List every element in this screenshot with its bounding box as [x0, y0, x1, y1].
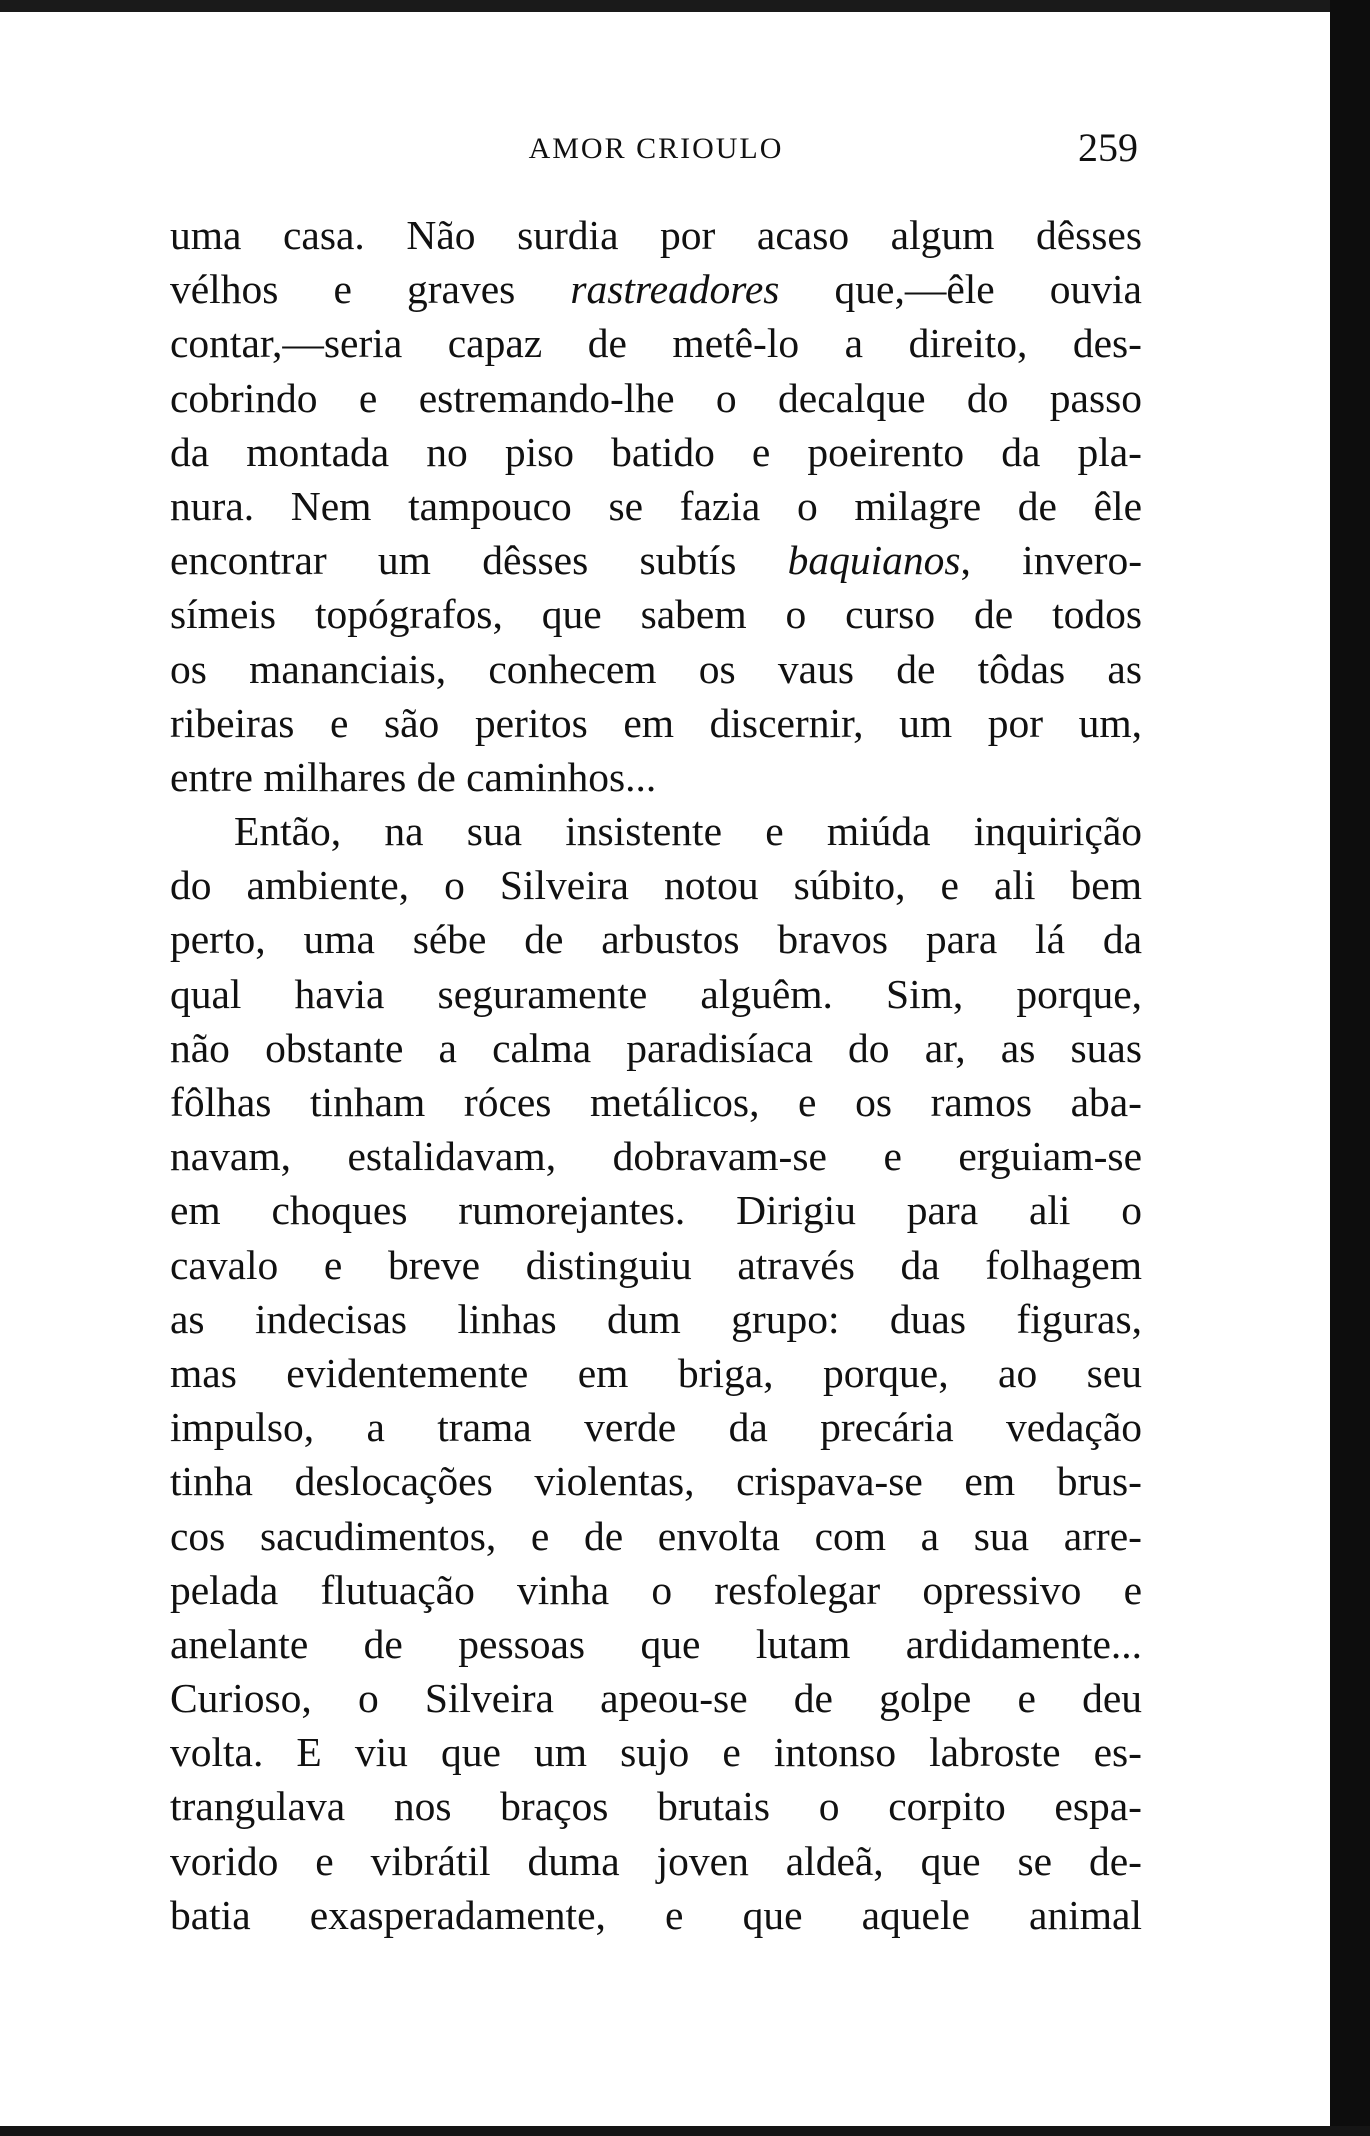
- text-run: os mananciais, conhecem os vaus de tôdas as: [170, 645, 1142, 692]
- paragraph: [170, 208, 1142, 804]
- text-line: [170, 1183, 1142, 1237]
- body-text: [170, 208, 1142, 1942]
- text-line: [170, 1834, 1142, 1888]
- text-line: [170, 1400, 1142, 1454]
- text-run: do ambiente, o Silveira notou súbito, e ali bem: [170, 862, 1142, 909]
- text-run: Então, na sua insistente e miúda inquirição: [234, 808, 1142, 855]
- text-line: [170, 587, 1142, 641]
- text-run: entre milhares de caminhos...: [170, 753, 657, 800]
- text-line: [170, 208, 1142, 262]
- text-line: [170, 371, 1142, 425]
- text-run: fôlhas tinham róces metálicos, e os ramos aba-: [170, 1079, 1142, 1125]
- text-line: [170, 1563, 1142, 1617]
- text-run: da montada no piso batido e poeirento da pla-: [170, 428, 1142, 475]
- text-run: contar,—seria capaz de metê-lo a direito, des-: [170, 320, 1142, 367]
- text-line: [170, 750, 1142, 804]
- italic-term: rastreadores: [570, 266, 780, 313]
- text-run: anelante de pessoas que lutam ardidamente...: [170, 1620, 1142, 1667]
- text-line: [170, 858, 1142, 912]
- italic-term: baquianos: [787, 537, 961, 584]
- text-run: trangulava nos braços brutais o corpito espa-: [170, 1783, 1142, 1830]
- text-run: qual havia seguramente alguêm. Sim, porque,: [170, 970, 1142, 1017]
- text-line: [170, 912, 1142, 966]
- book-page: [170, 120, 1142, 1942]
- scan-bottom-edge: [0, 2126, 1370, 2136]
- text-run: tinha deslocações violentas, crispava-se em brus-: [170, 1458, 1142, 1505]
- running-title: AMOR CRIOULO: [528, 132, 784, 165]
- text-run: mas evidentemente em briga, porque, ao seu: [170, 1349, 1142, 1396]
- text-run: perto, uma sébe de arbustos bravos para lá da: [170, 916, 1142, 963]
- text-run: volta. E viu que um sujo e intonso labroste es-: [170, 1729, 1142, 1776]
- text-line: [170, 316, 1142, 370]
- text-run: encontrar um dêsses subtís: [170, 537, 788, 584]
- text-run: ribeiras e são peritos em discernir, um por um,: [170, 699, 1142, 746]
- text-run: cavalo e breve distinguiu através da folhagem: [170, 1241, 1142, 1288]
- text-line: [170, 1292, 1142, 1346]
- text-line: [170, 1454, 1142, 1508]
- text-run: impulso, a trama verde da precária vedação: [170, 1404, 1142, 1451]
- text-line: [170, 696, 1142, 750]
- text-line: [170, 1888, 1142, 1942]
- text-line: [170, 1021, 1142, 1075]
- text-line: [170, 1075, 1142, 1129]
- text-line: [170, 479, 1142, 533]
- text-run: uma casa. Não surdia por acaso algum dêsses: [170, 212, 1142, 258]
- text-run: cos sacudimentos, e de envolta com a sua arre-: [170, 1512, 1142, 1559]
- text-line: [170, 1346, 1142, 1400]
- text-run: pelada flutuação vinha o resfolegar opressivo e: [170, 1566, 1142, 1613]
- text-line: [170, 1779, 1142, 1833]
- text-line: [170, 642, 1142, 696]
- text-run: em choques rumorejantes. Dirigiu para ali o: [170, 1187, 1142, 1234]
- text-run: as indecisas linhas dum grupo: duas figuras,: [170, 1295, 1142, 1342]
- text-run: não obstante a calma paradisíaca do ar, as suas: [170, 1024, 1142, 1071]
- text-line: [170, 533, 1142, 587]
- paragraph: [170, 804, 1142, 1942]
- text-line: [170, 1238, 1142, 1292]
- text-line: [170, 262, 1142, 316]
- scan-right-edge: [1330, 0, 1370, 2136]
- page-number: 259: [1078, 125, 1138, 170]
- text-run: batia exasperadamente, e que aquele animal: [170, 1891, 1142, 1938]
- text-run: nura. Nem tampouco se fazia o milagre de êle: [170, 482, 1142, 529]
- scan-top-edge: [0, 0, 1330, 12]
- text-line: [170, 425, 1142, 479]
- text-line: [170, 1617, 1142, 1671]
- text-run: vorido e vibrátil duma joven aldeã, que se de-: [170, 1837, 1142, 1884]
- text-run: vélhos e graves: [170, 266, 571, 313]
- text-run: símeis topógrafos, que sabem o curso de todos: [170, 591, 1142, 638]
- text-line: [170, 1129, 1142, 1183]
- text-run: navam, estalidavam, dobravam-se e erguiam-se: [170, 1133, 1142, 1180]
- text-run: que,—êle ouvia: [779, 266, 1142, 313]
- text-line: [170, 1509, 1142, 1563]
- text-line: [170, 1671, 1142, 1725]
- text-line: [170, 967, 1142, 1021]
- running-head: [170, 120, 1142, 180]
- text-run: , invero-: [960, 537, 1143, 584]
- text-line: [170, 1725, 1142, 1779]
- text-line: [170, 804, 1142, 858]
- text-run: Curioso, o Silveira apeou-se de golpe e deu: [170, 1675, 1142, 1722]
- text-run: cobrindo e estremando-lhe o decalque do passo: [170, 374, 1142, 421]
